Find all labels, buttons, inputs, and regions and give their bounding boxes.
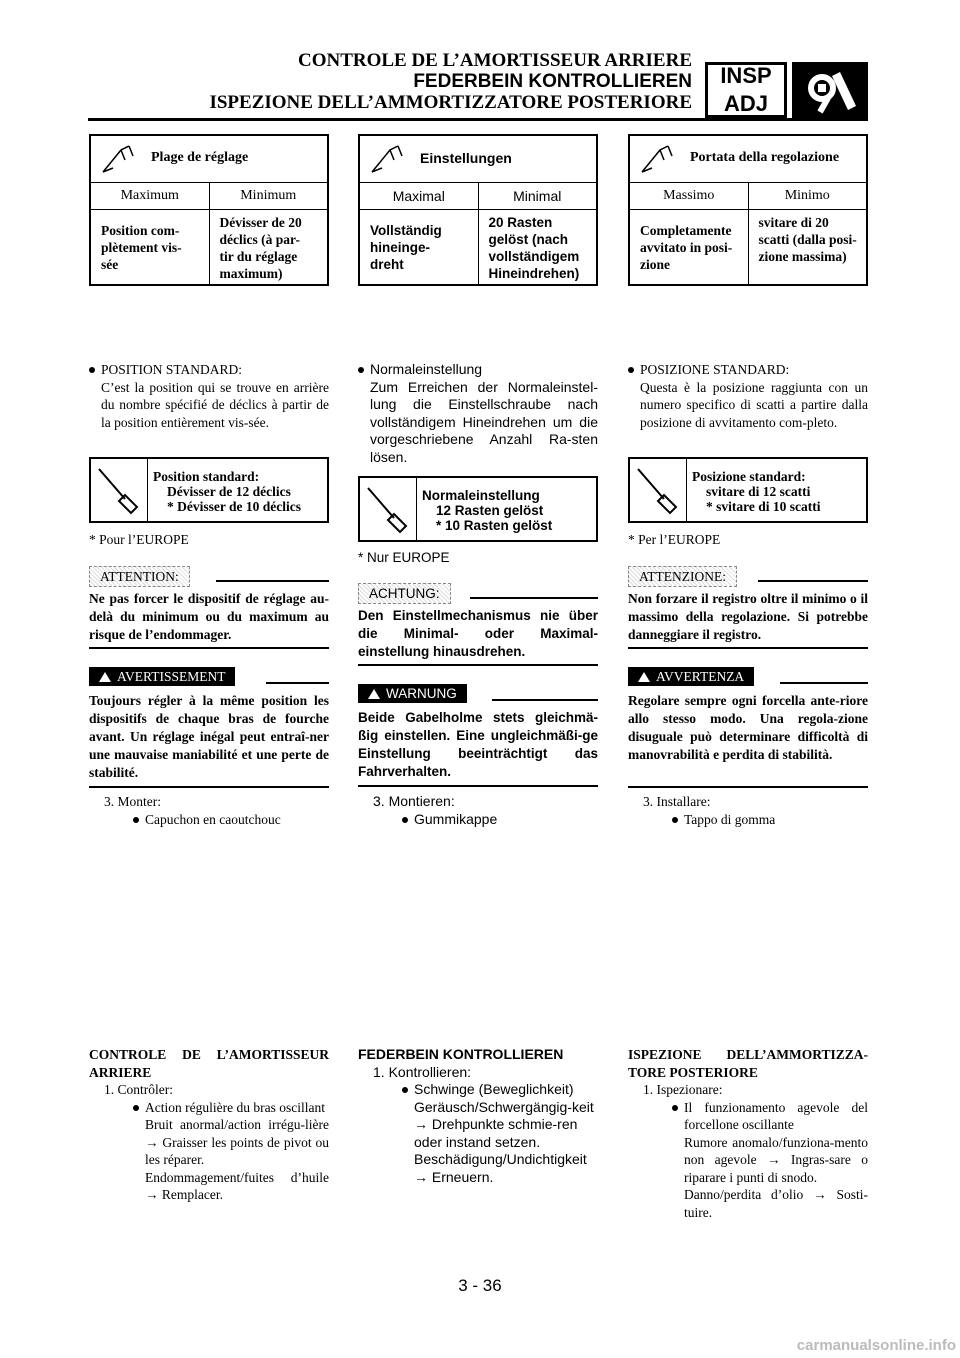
col-max: Maximum: [91, 183, 210, 209]
box-line-3: * Dévisser de 10 déclics: [167, 499, 301, 514]
screwdriver-icon: [91, 459, 147, 521]
val-min: 20 Rasten gelöst (nach vollständigem Hineindrehen): [488, 215, 580, 281]
col-min: Minimum: [240, 188, 297, 203]
spec-table-it: [628, 134, 868, 286]
val-max: Position com- plètement vis- sée: [91, 210, 210, 286]
title-de: FEDERBEIN KONTROLLIEREN: [413, 71, 692, 92]
spec-table-fr: [89, 134, 329, 286]
it-section: ISPEZIONE DELL’AMMORTIZZA-TORE POSTERIORE 1. Ispezionare: Il funzionamento agevole del forcellone oscillante Rumore anomalo/funziona-mento non agevole → Ingras-sare o riparare i punti di snodo. Danno/perdita d’olio → Sosti-tuire.: [628, 1047, 868, 1220]
caliper-icon: [638, 142, 684, 178]
box-line-2: svitare di 12 scatti: [706, 484, 811, 499]
caliper-icon: [368, 142, 414, 178]
it-std-head: POSIZIONE STANDARD:: [628, 361, 868, 379]
warning-icon: [99, 672, 111, 682]
de-section-title: FEDERBEIN KONTROLLIEREN: [358, 1046, 564, 1062]
val-min: svitare di 20 scatti (dalla posi- zione massima): [758, 215, 857, 264]
val-max: Completamente avvitato in posi- zione: [630, 210, 749, 286]
box-line-1: Normaleinstellung: [422, 488, 540, 503]
spec-title: Einstellungen: [420, 150, 512, 166]
it-caution-text: Non forzare il registro oltre il minimo o il massimo della regolazione. Si potrebbe danneggiare il registro.: [628, 591, 868, 642]
it-section-title: ISPEZIONE DELL’AMMORTIZZA-TORE POSTERIORE: [628, 1047, 868, 1080]
fr-standard-position: [89, 361, 329, 431]
title-it: ISPEZIONE DELL’AMMORTIZZATORE POSTERIORE: [209, 92, 692, 113]
fr-step3-item: Capuchon en caoutchouc: [133, 811, 281, 829]
watermark: carmanualsonline.info: [796, 1337, 956, 1354]
de-step3-item: Gummikappe: [402, 811, 497, 829]
col-min: Minimo: [784, 188, 830, 203]
it-warning-tag: AVVERTENZA: [628, 667, 754, 686]
de-section: FEDERBEIN KONTROLLIEREN 1. Kontrollieren: Schwinge (Beweglichkeit) Geräusch/Schwergängig-keit → Drehpunkte schmie-ren oder instand setzen. Beschädigung/Undichtigkeit → Erneuern.: [358, 1046, 598, 1186]
spec-table-de: [358, 134, 598, 286]
de-standard-box: [358, 476, 598, 542]
spec-title: Plage de réglage: [151, 150, 249, 165]
fr-section-title: CONTROLE DE L’AMORTISSEUR ARRIERE: [89, 1047, 329, 1080]
it-std-text: Questa è la posizione raggiunta con un numero specifico di scatti a partire dalla posizione di avvitamento com-pleto.: [640, 379, 868, 430]
de-standard-position: [358, 361, 598, 466]
col-min: Minimal: [513, 188, 562, 204]
col-max: Maximal: [360, 183, 479, 209]
it-step3-item: Tappo di gomma: [672, 811, 775, 829]
box-line-3: * 10 Rasten gelöst: [436, 518, 553, 533]
it-note: * Per l’EUROPE: [628, 532, 721, 547]
it-caution-tag: ATTENZIONE:: [628, 566, 737, 587]
fr-step3: 3. Monter:: [104, 794, 161, 809]
box-line-2: 12 Rasten gelöst: [436, 503, 544, 518]
fr-section: CONTROLE DE L’AMORTISSEUR ARRIERE 1. Contrôler: Action régulière du bras oscillant Bruit anormal/action irrégu-lière → Graisser les points de pivot ou les réparer. Endommagement/fuites d’huile → Remplacer.: [89, 1047, 329, 1202]
de-std-text: Zum Erreichen der Normaleinstel-lung die Einstellschraube nach vollständigem Hineindrehen um die vorgeschriebene Anzahl Ra-sten lösen.: [370, 378, 598, 465]
caliper-icon: [99, 142, 145, 178]
screwdriver-icon: [360, 478, 416, 540]
fr-caution-tag: ATTENTION:: [89, 566, 190, 587]
de-warning-tag: WARNUNG: [358, 684, 467, 703]
fr-note: * Pour l’EUROPE: [89, 532, 189, 547]
de-caution-tag: ACHTUNG:: [358, 583, 451, 604]
box-line-3: * svitare di 10 scatti: [706, 499, 821, 514]
val-min: Dévisser de 20 déclics (à par- tir du réglage maximum): [219, 215, 302, 281]
it-warning-text: Regolare sempre ogni forcella ante-riore allo stesso modo. Una regola-zione disuguale può determinare difficoltà di manovrabilità e perdita di stabilità.: [628, 693, 868, 762]
fr-std-text: C’est la position qui se trouve en arrière du nombre spécifié de déclics à partir de la position entièrement vis-sée.: [101, 379, 329, 430]
it-step3: 3. Installare:: [643, 794, 711, 809]
box-line-2: Dévisser de 12 déclics: [167, 484, 291, 499]
warning-icon: [638, 672, 650, 682]
de-step3: 3. Montieren:: [373, 793, 455, 809]
fr-std-head: POSITION STANDARD:: [89, 361, 329, 379]
warning-icon: [368, 689, 380, 699]
de-warning-text: Beide Gabelholme stets gleichmä-ßig einstellen. Eine ungleichmäßi-ge Einstellung beeinträchtigt das Fahrverhalten.: [358, 710, 598, 779]
it-standard-box: [628, 457, 868, 523]
insp-adj-badge: [705, 62, 787, 118]
fr-caution-text: Ne pas forcer le dispositif de réglage au-delà du minimum ou du maximum au risque de l’endommager.: [89, 591, 329, 642]
fr-warning-text: Toujours régler à la même position les dispositifs de chaque bras de fourche avant. Un réglage inégal peut entraî-ner une mauvaise maniabilité et une perte de stabilité.: [89, 693, 329, 780]
val-max: Vollständig hineinge- dreht: [360, 210, 479, 286]
de-caution-text: Den Einstellmechanismus nie über die Minimal- oder Maximal-einstellung hinausdrehen.: [358, 608, 598, 659]
badge-insp: INSP: [720, 63, 772, 88]
box-line-1: Position standard:: [153, 469, 260, 484]
page-number: 3 - 36: [458, 1276, 502, 1295]
box-line-1: Posizione standard:: [692, 469, 806, 484]
header-rule: [88, 118, 868, 121]
fr-warning-tag: AVERTISSEMENT: [89, 667, 235, 686]
spec-title: Portata della regolazione: [690, 150, 840, 165]
badge-adj: ADJ: [723, 91, 768, 116]
title-fr: CONTROLE DE L’AMORTISSEUR ARRIERE: [297, 50, 692, 71]
de-std-head: Normaleinstellung: [358, 361, 598, 379]
it-standard-position: [628, 361, 868, 431]
wrench-screwdriver-icon: [792, 62, 868, 118]
fr-standard-box: [89, 457, 329, 523]
screwdriver-icon: [630, 459, 686, 521]
de-note: * Nur EUROPE: [358, 550, 450, 565]
col-max: Massimo: [630, 183, 749, 209]
